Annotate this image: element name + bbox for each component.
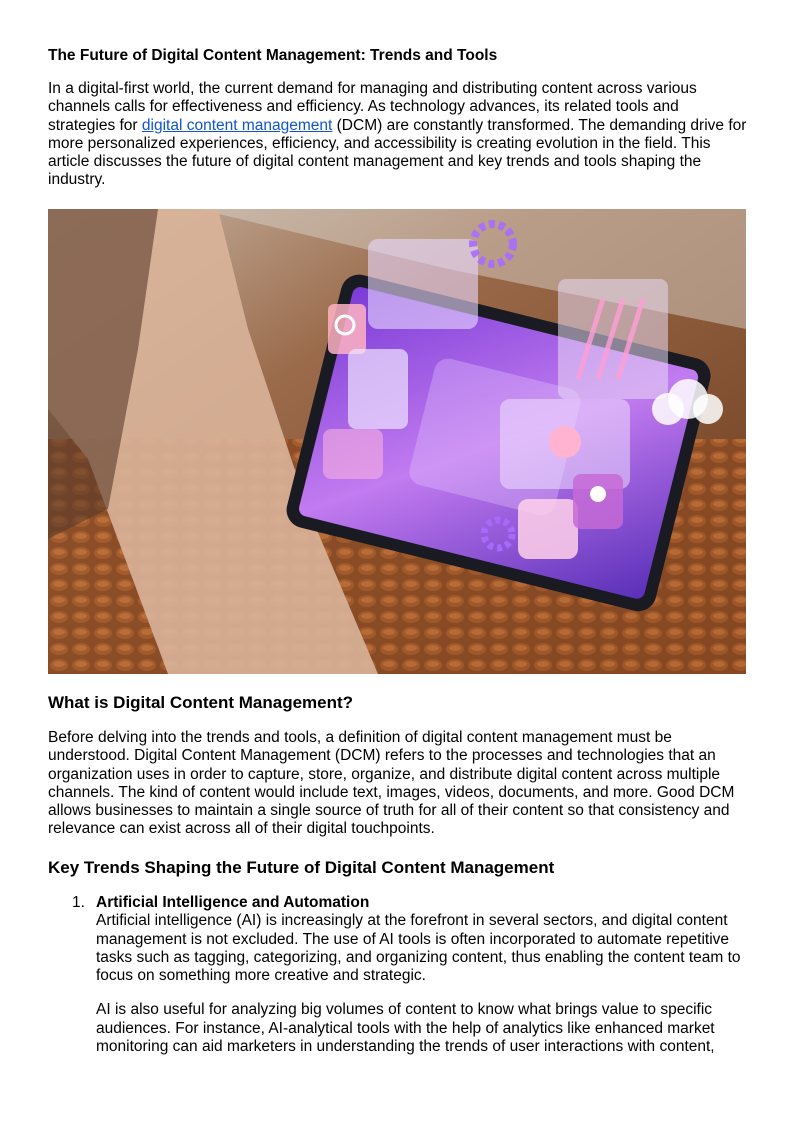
list-item-number: 1. xyxy=(72,894,85,911)
list-item-paragraph-2: AI is also useful for analyzing big volumes of content to know what brings value to specific audiences. For instance, AI-analytical tools with the help of analytics like enhanced market monitoring can aid marketers in understanding the trends of user interactions with content, xyxy=(96,1001,715,1056)
intro-paragraph xyxy=(48,80,748,190)
intro-text-after-link: (DCM) are constantly transformed. The demanding drive for more personalized experiences, efficiency, and accessibility is creating evolution in the field. This article discusses the future of digital content management and key trends and tools shaping the industry. xyxy=(48,116,747,189)
article-header xyxy=(48,46,748,190)
list-item-paragraph-1: Artificial intelligence (AI) is increasingly at the forefront in several sectors, and digital content management is not excluded. The use of AI tools is often incorporated to automate repetitive tasks such as tagging, categorizing, and organizing content, thus enabling the content team to focus on something more creative and strategic. xyxy=(96,912,741,985)
list-item-title: Artificial Intelligence and Automation xyxy=(96,894,370,911)
list-item-body xyxy=(96,894,748,1056)
section-heading-what-is-dcm: What is Digital Content Management? xyxy=(48,693,354,712)
section1-paragraph: Before delving into the trends and tools, a definition of digital content management must be understood. Digital Content Management (DCM) refers to the processes and technologies that an organization uses in order to capture, store, organize, and distribute digital content across multiple channels. The kind of content would include text, images, videos, documents, and more. Good DCM allows businesses to maintain a single source of truth for all of their content so that consistency and relevance can exist across all of their digital touchpoints. xyxy=(48,729,735,838)
section-heading-key-trends: Key Trends Shaping the Future of Digital Content Management xyxy=(48,858,555,877)
hero-image xyxy=(48,209,746,674)
article-title: The Future of Digital Content Management: Trends and Tools xyxy=(48,47,498,64)
intro-text-before-link: In a digital-first world, the current demand for managing and distributing content across various channels calls for effectiveness and efficiency. As technology advances, its related tools and strategies for xyxy=(48,80,697,134)
dcm-link[interactable]: digital content management xyxy=(141,116,333,134)
